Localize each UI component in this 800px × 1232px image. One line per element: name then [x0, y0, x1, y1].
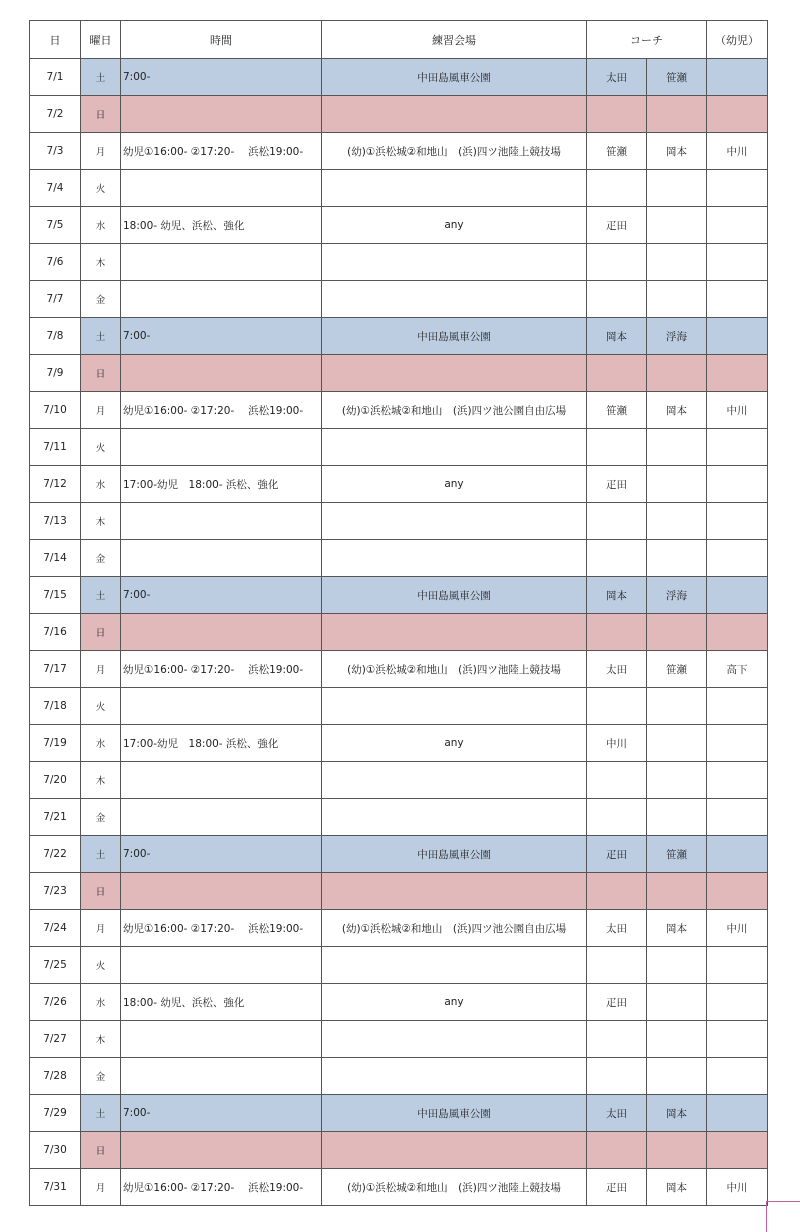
cell-date: 7/28: [30, 1058, 81, 1095]
cell-kids-coach: [707, 762, 768, 799]
cell-time: 7:00-: [121, 577, 322, 614]
cell-coach-1: [587, 540, 647, 577]
cell-venue: (幼)①浜松城②和地山 (浜)四ツ池陸上競技場: [322, 1169, 587, 1206]
cell-date: 7/14: [30, 540, 81, 577]
cell-coach-2: [647, 984, 707, 1021]
table-row: [30, 725, 768, 762]
cell-day-of-week: 月: [81, 1169, 121, 1206]
cell-day-of-week: 土: [81, 577, 121, 614]
cell-venue: [322, 96, 587, 133]
table-header: [30, 21, 768, 59]
cell-time: 18:00- 幼児、浜松、強化: [121, 207, 322, 244]
cell-venue: (幼)①浜松城②和地山 (浜)四ツ池陸上競技場: [322, 133, 587, 170]
header-row: [30, 21, 768, 59]
header-venue: 練習会場: [322, 21, 587, 59]
cell-coach-2: [647, 762, 707, 799]
cell-coach-1: [587, 614, 647, 651]
cell-time: [121, 614, 322, 651]
cell-day-of-week: 金: [81, 1058, 121, 1095]
table-row: [30, 577, 768, 614]
cell-time: [121, 429, 322, 466]
cell-time: [121, 96, 322, 133]
cell-coach-2: [647, 466, 707, 503]
cell-kids-coach: [707, 170, 768, 207]
cell-date: 7/16: [30, 614, 81, 651]
cell-venue: [322, 1058, 587, 1095]
cell-venue: [322, 244, 587, 281]
cell-coach-2: [647, 873, 707, 910]
cell-time: [121, 1021, 322, 1058]
cell-venue: [322, 170, 587, 207]
cell-venue: (幼)①浜松城②和地山 (浜)四ツ池陸上競技場: [322, 651, 587, 688]
cell-day-of-week: 火: [81, 688, 121, 725]
cell-venue: [322, 1132, 587, 1169]
cell-date: 7/2: [30, 96, 81, 133]
cell-time: 幼児①16:00- ②17:20- 浜松19:00-: [121, 133, 322, 170]
cell-coach-2: [647, 1021, 707, 1058]
cell-date: 7/7: [30, 281, 81, 318]
cell-day-of-week: 水: [81, 725, 121, 762]
cell-date: 7/6: [30, 244, 81, 281]
cell-kids-coach: [707, 207, 768, 244]
table-row: [30, 799, 768, 836]
cell-day-of-week: 火: [81, 947, 121, 984]
cell-coach-2: [647, 614, 707, 651]
cell-time: 7:00-: [121, 59, 322, 96]
table-row: [30, 170, 768, 207]
cell-time: [121, 947, 322, 984]
cell-coach-2: 岡本: [647, 910, 707, 947]
cell-coach-1: 太田: [587, 910, 647, 947]
cell-coach-1: 疋田: [587, 207, 647, 244]
cell-time: 17:00-幼児 18:00- 浜松、強化: [121, 466, 322, 503]
cell-coach-2: [647, 799, 707, 836]
cell-venue: [322, 947, 587, 984]
cell-time: 幼児①16:00- ②17:20- 浜松19:00-: [121, 651, 322, 688]
cell-time: [121, 1058, 322, 1095]
cell-time: [121, 244, 322, 281]
cell-time: 17:00-幼児 18:00- 浜松、強化: [121, 725, 322, 762]
cell-venue: [322, 799, 587, 836]
cell-date: 7/15: [30, 577, 81, 614]
table-row: [30, 392, 768, 429]
cell-kids-coach: [707, 1021, 768, 1058]
cell-kids-coach: [707, 59, 768, 96]
cell-coach-1: 笹瀬: [587, 133, 647, 170]
cell-venue: any: [322, 984, 587, 1021]
cell-coach-2: [647, 355, 707, 392]
cell-day-of-week: 水: [81, 984, 121, 1021]
cell-venue: any: [322, 207, 587, 244]
cell-coach-1: 疋田: [587, 466, 647, 503]
cell-time: [121, 355, 322, 392]
table-body: [30, 59, 768, 1206]
table-row: [30, 1169, 768, 1206]
table-row: [30, 540, 768, 577]
table-row: [30, 59, 768, 96]
cell-kids-coach: [707, 1058, 768, 1095]
cell-coach-1: 疋田: [587, 1169, 647, 1206]
table-row: [30, 503, 768, 540]
cell-date: 7/31: [30, 1169, 81, 1206]
cell-coach-2: [647, 244, 707, 281]
cell-venue: [322, 873, 587, 910]
cell-coach-1: [587, 429, 647, 466]
cell-date: 7/5: [30, 207, 81, 244]
cell-day-of-week: 月: [81, 910, 121, 947]
cell-time: [121, 281, 322, 318]
cell-kids-coach: [707, 799, 768, 836]
table-row: [30, 318, 768, 355]
cell-venue: any: [322, 466, 587, 503]
cell-coach-2: [647, 170, 707, 207]
cell-kids-coach: [707, 1132, 768, 1169]
table-row: [30, 355, 768, 392]
cell-day-of-week: 水: [81, 466, 121, 503]
cell-venue: [322, 281, 587, 318]
cell-coach-2: 浮海: [647, 577, 707, 614]
cell-coach-2: 浮海: [647, 318, 707, 355]
table-row: [30, 1095, 768, 1132]
cell-date: 7/21: [30, 799, 81, 836]
cell-time: 7:00-: [121, 1095, 322, 1132]
cell-kids-coach: 中川: [707, 133, 768, 170]
table-row: [30, 1058, 768, 1095]
cell-venue: [322, 688, 587, 725]
cell-venue: 中田島風車公園: [322, 577, 587, 614]
cell-coach-2: [647, 96, 707, 133]
cell-coach-2: [647, 725, 707, 762]
cell-day-of-week: 土: [81, 59, 121, 96]
cell-date: 7/10: [30, 392, 81, 429]
table-row: [30, 836, 768, 873]
cell-coach-2: [647, 1058, 707, 1095]
cell-day-of-week: 水: [81, 207, 121, 244]
cell-day-of-week: 木: [81, 762, 121, 799]
cell-time: [121, 503, 322, 540]
cell-date: 7/4: [30, 170, 81, 207]
cell-coach-1: [587, 1132, 647, 1169]
cell-kids-coach: [707, 540, 768, 577]
cell-coach-2: 笹瀬: [647, 59, 707, 96]
table-row: [30, 688, 768, 725]
cell-date: 7/30: [30, 1132, 81, 1169]
cell-kids-coach: 高下: [707, 651, 768, 688]
cell-date: 7/26: [30, 984, 81, 1021]
table-row: [30, 429, 768, 466]
cell-time: 18:00- 幼児、浜松、強化: [121, 984, 322, 1021]
table-row: [30, 947, 768, 984]
cell-day-of-week: 日: [81, 96, 121, 133]
cell-date: 7/29: [30, 1095, 81, 1132]
cell-coach-1: 疋田: [587, 836, 647, 873]
header-kids: （幼児）: [707, 21, 768, 59]
cell-date: 7/1: [30, 59, 81, 96]
cell-coach-1: 太田: [587, 1095, 647, 1132]
cell-day-of-week: 月: [81, 392, 121, 429]
cell-coach-2: [647, 1132, 707, 1169]
cell-venue: 中田島風車公園: [322, 836, 587, 873]
cell-venue: [322, 429, 587, 466]
cell-day-of-week: 月: [81, 133, 121, 170]
cell-kids-coach: [707, 577, 768, 614]
cell-coach-1: [587, 1058, 647, 1095]
table-row: [30, 466, 768, 503]
cell-kids-coach: [707, 503, 768, 540]
cell-date: 7/11: [30, 429, 81, 466]
cell-kids-coach: [707, 355, 768, 392]
cell-kids-coach: 中川: [707, 1169, 768, 1206]
cell-kids-coach: [707, 429, 768, 466]
cell-day-of-week: 月: [81, 651, 121, 688]
cell-coach-1: [587, 96, 647, 133]
cell-coach-1: 太田: [587, 651, 647, 688]
cell-date: 7/24: [30, 910, 81, 947]
cell-time: 幼児①16:00- ②17:20- 浜松19:00-: [121, 910, 322, 947]
cell-kids-coach: [707, 1095, 768, 1132]
table-row: [30, 1021, 768, 1058]
cell-coach-1: 疋田: [587, 984, 647, 1021]
cell-coach-2: [647, 947, 707, 984]
cell-time: 7:00-: [121, 836, 322, 873]
cell-time: 7:00-: [121, 318, 322, 355]
cell-coach-2: [647, 503, 707, 540]
cell-venue: (幼)①浜松城②和地山 (浜)四ツ池公園自由広場: [322, 910, 587, 947]
cell-coach-1: [587, 244, 647, 281]
table-row: [30, 651, 768, 688]
cell-kids-coach: [707, 725, 768, 762]
cell-venue: [322, 614, 587, 651]
cell-kids-coach: [707, 96, 768, 133]
cell-kids-coach: [707, 873, 768, 910]
cell-coach-2: [647, 688, 707, 725]
cell-coach-2: [647, 207, 707, 244]
table-row: [30, 762, 768, 799]
table-row: [30, 133, 768, 170]
cell-date: 7/17: [30, 651, 81, 688]
table-row: [30, 910, 768, 947]
cell-kids-coach: [707, 466, 768, 503]
cell-date: 7/27: [30, 1021, 81, 1058]
cell-venue: 中田島風車公園: [322, 318, 587, 355]
cell-day-of-week: 木: [81, 503, 121, 540]
cell-time: 幼児①16:00- ②17:20- 浜松19:00-: [121, 1169, 322, 1206]
cell-date: 7/22: [30, 836, 81, 873]
cell-time: [121, 873, 322, 910]
cell-coach-1: [587, 688, 647, 725]
cell-coach-2: [647, 281, 707, 318]
page-corner-mark: [766, 1201, 800, 1232]
cell-time: [121, 799, 322, 836]
cell-date: 7/12: [30, 466, 81, 503]
cell-venue: [322, 355, 587, 392]
cell-date: 7/20: [30, 762, 81, 799]
cell-day-of-week: 土: [81, 1095, 121, 1132]
cell-day-of-week: 木: [81, 1021, 121, 1058]
cell-kids-coach: [707, 688, 768, 725]
table-row: [30, 96, 768, 133]
table-row: [30, 281, 768, 318]
cell-coach-1: 中川: [587, 725, 647, 762]
cell-venue: [322, 503, 587, 540]
cell-day-of-week: 金: [81, 540, 121, 577]
cell-kids-coach: [707, 244, 768, 281]
cell-time: [121, 540, 322, 577]
practice-schedule-table: [29, 20, 768, 1206]
table-row: [30, 207, 768, 244]
cell-kids-coach: [707, 836, 768, 873]
table-row: [30, 614, 768, 651]
cell-day-of-week: 土: [81, 318, 121, 355]
cell-coach-2: 岡本: [647, 392, 707, 429]
cell-day-of-week: 日: [81, 1132, 121, 1169]
cell-venue: [322, 1021, 587, 1058]
cell-time: [121, 1132, 322, 1169]
cell-day-of-week: 日: [81, 355, 121, 392]
cell-kids-coach: [707, 984, 768, 1021]
cell-date: 7/19: [30, 725, 81, 762]
header-coach: コーチ: [587, 21, 707, 59]
cell-coach-1: 岡本: [587, 318, 647, 355]
cell-day-of-week: 金: [81, 281, 121, 318]
cell-date: 7/3: [30, 133, 81, 170]
cell-day-of-week: 火: [81, 170, 121, 207]
cell-kids-coach: 中川: [707, 392, 768, 429]
cell-coach-2: 岡本: [647, 1095, 707, 1132]
cell-coach-2: 岡本: [647, 133, 707, 170]
cell-venue: [322, 540, 587, 577]
cell-coach-1: 笹瀬: [587, 392, 647, 429]
cell-coach-1: [587, 281, 647, 318]
table-row: [30, 1132, 768, 1169]
cell-venue: 中田島風車公園: [322, 59, 587, 96]
cell-time: [121, 688, 322, 725]
cell-date: 7/23: [30, 873, 81, 910]
cell-coach-1: [587, 355, 647, 392]
cell-coach-1: [587, 873, 647, 910]
cell-venue: any: [322, 725, 587, 762]
cell-time: 幼児①16:00- ②17:20- 浜松19:00-: [121, 392, 322, 429]
cell-kids-coach: 中川: [707, 910, 768, 947]
cell-coach-1: [587, 947, 647, 984]
cell-coach-2: 笹瀬: [647, 651, 707, 688]
cell-date: 7/9: [30, 355, 81, 392]
cell-venue: 中田島風車公園: [322, 1095, 587, 1132]
cell-coach-1: [587, 762, 647, 799]
cell-day-of-week: 土: [81, 836, 121, 873]
cell-coach-1: [587, 799, 647, 836]
cell-venue: (幼)①浜松城②和地山 (浜)四ツ池公園自由広場: [322, 392, 587, 429]
cell-date: 7/25: [30, 947, 81, 984]
cell-kids-coach: [707, 281, 768, 318]
cell-coach-2: [647, 429, 707, 466]
cell-date: 7/13: [30, 503, 81, 540]
cell-kids-coach: [707, 947, 768, 984]
cell-coach-2: 笹瀬: [647, 836, 707, 873]
cell-coach-1: 岡本: [587, 577, 647, 614]
table-row: [30, 984, 768, 1021]
cell-date: 7/8: [30, 318, 81, 355]
table-row: [30, 244, 768, 281]
cell-day-of-week: 日: [81, 873, 121, 910]
cell-coach-1: [587, 503, 647, 540]
header-time: 時間: [121, 21, 322, 59]
table-row: [30, 873, 768, 910]
cell-coach-1: [587, 170, 647, 207]
cell-coach-1: 太田: [587, 59, 647, 96]
cell-day-of-week: 金: [81, 799, 121, 836]
cell-coach-2: 岡本: [647, 1169, 707, 1206]
cell-day-of-week: 木: [81, 244, 121, 281]
cell-time: [121, 762, 322, 799]
header-day-of-week: 曜日: [81, 21, 121, 59]
cell-day-of-week: 火: [81, 429, 121, 466]
cell-time: [121, 170, 322, 207]
cell-day-of-week: 日: [81, 614, 121, 651]
cell-kids-coach: [707, 318, 768, 355]
cell-date: 7/18: [30, 688, 81, 725]
header-date: 日: [30, 21, 81, 59]
cell-kids-coach: [707, 614, 768, 651]
cell-coach-2: [647, 540, 707, 577]
cell-coach-1: [587, 1021, 647, 1058]
cell-venue: [322, 762, 587, 799]
